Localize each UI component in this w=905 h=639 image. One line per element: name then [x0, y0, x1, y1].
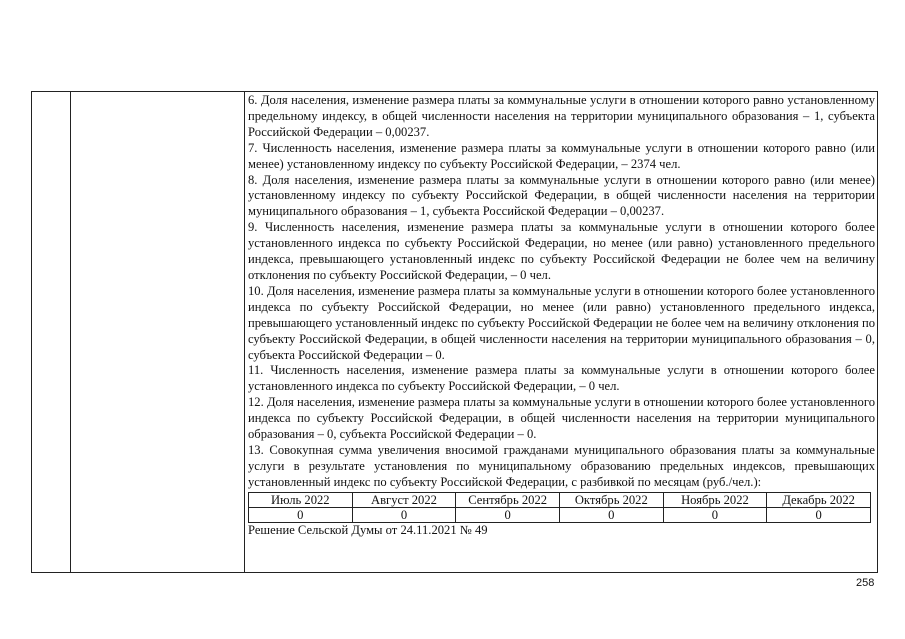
month-value-sep: 0: [456, 507, 560, 522]
item-10: 10. Доля населения, изменение размера платы за коммунальные услуги в отношении которого более установленного индекса по субъекту Российской Федерации, но менее (или равно) установленного предельного индекса, превышающего установленный индекс по субъекту Российской Федерации не более чем на величину отклонения по субъекту Российской Федерации, в общей численности населения на территории муниципального образования – 0, субъекта Российской Федерации – 0.: [248, 283, 875, 362]
month-value-jul: 0: [249, 507, 353, 522]
column-divider-2: [244, 92, 245, 572]
page-number: 258: [856, 577, 875, 589]
item-9: 9. Численность населения, изменение размера платы за коммунальные услуги в отношении которого более установленного индекса по субъекту Российской Федерации, но менее (или равно) установленного предельного индекса, превышающего установленный индекс по субъекту Российской Федерации не более чем на величину отклонения по субъекту Российской Федерации, – 0 чел.: [248, 220, 875, 282]
month-header-dec: Декабрь 2022: [767, 492, 871, 507]
table-header-row: [249, 492, 871, 507]
month-header-aug: Август 2022: [352, 492, 456, 507]
month-header-sep: Сентябрь 2022: [456, 492, 560, 507]
table-row: [249, 507, 871, 522]
month-header-jul: Июль 2022: [249, 492, 353, 507]
month-value-dec: 0: [767, 507, 871, 522]
content-cell: [248, 93, 875, 539]
item-12: 12. Доля населения, изменение размера платы за коммунальные услуги в отношении которого более установленного индекса по субъекту Российской Федерации, в общей численности населения на территории муниципального образования – 0, субъекта Российской Федерации – 0.: [248, 395, 875, 442]
item-6: 6. Доля населения, изменение размера платы за коммунальные услуги в отношении которого равно установленному предельному индексу, в общей численности населения на территории муниципального образования – 1, субъекта Российской Федерации – 0,00237.: [248, 93, 875, 139]
item-8: 8. Доля населения, изменение размера платы за коммунальные услуги в отношении которого равно (или менее) установленному индексу по субъекту Российской Федерации, в общей численности населения на территории муниципального образования – 1, субъекта Российской Федерации – 0,00237.: [248, 172, 875, 219]
monthly-amounts-table: [248, 492, 871, 523]
decision-reference: Решение Сельской Думы от 24.11.2021 № 49: [248, 522, 488, 537]
column-divider-1: [70, 92, 71, 572]
item-11: 11. Численность населения, изменение размера платы за коммунальные услуги в отношении которого более установленного индекса по субъекту Российской Федерации, – 0 чел.: [248, 363, 875, 394]
month-value-aug: 0: [352, 507, 456, 522]
month-value-oct: 0: [559, 507, 663, 522]
month-value-nov: 0: [663, 507, 767, 522]
item-13: 13. Совокупная сумма увеличения вносимой гражданами муниципального образования платы за коммунальные услуги в результате установления по муниципальному образованию предельных индексов, превышающих установленный индекс по субъекту Российской Федерации, с разбивкой по месяцам (руб./чел.):: [248, 442, 875, 489]
item-7: 7. Численность населения, изменение размера платы за коммунальные услуги в отношении которого равно (или менее) установленному индексу по субъекту Российской Федерации, – 2374 чел.: [248, 140, 875, 171]
month-header-nov: Ноябрь 2022: [663, 492, 767, 507]
month-header-oct: Октябрь 2022: [559, 492, 663, 507]
